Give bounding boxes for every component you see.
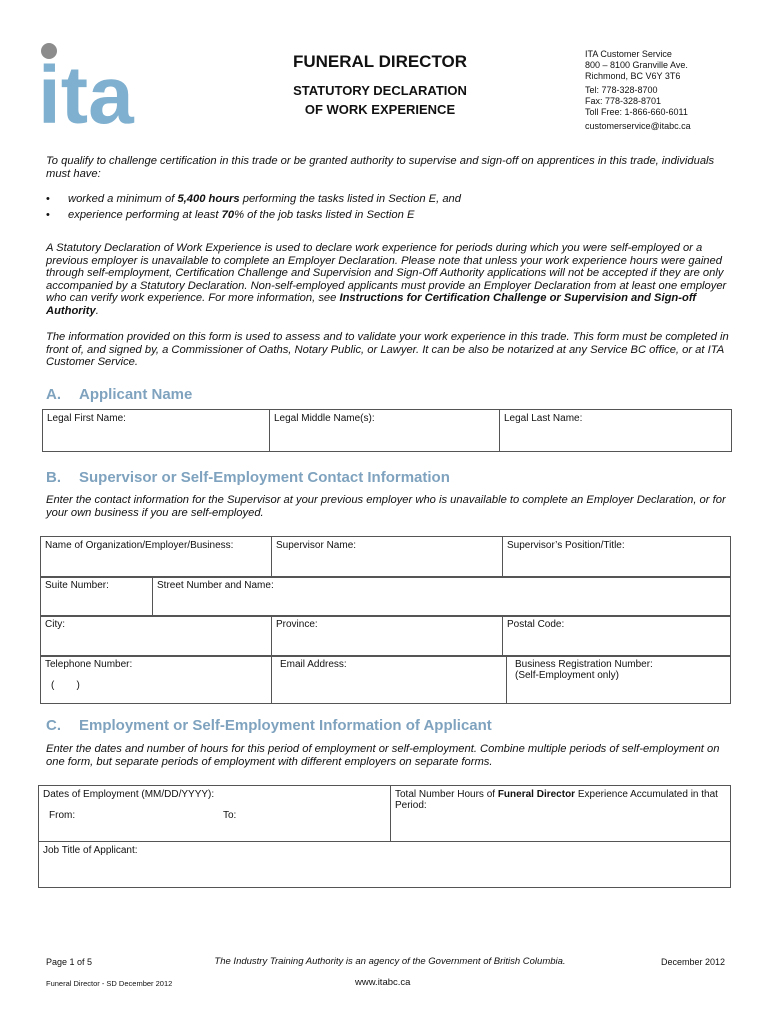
job-title-field[interactable]: Job Title of Applicant: <box>39 842 731 888</box>
legal-first-name-field[interactable]: Legal First Name: <box>43 410 270 452</box>
contact-email[interactable]: customerservice@itabc.ca <box>585 121 691 131</box>
footer-date: December 2012 <box>660 957 725 967</box>
phone-table <box>40 655 731 704</box>
bullet-icon: • <box>46 193 50 205</box>
contact-address1: 800 – 8100 Granville Ave. <box>585 60 688 70</box>
contact-info-table <box>40 536 731 578</box>
agency-note: The Industry Training Authority is an agency of the Government of British Columbia. <box>214 956 566 967</box>
section-b-heading: B. Supervisor or Self-Employment Contact Information <box>46 469 450 486</box>
suite-number-field[interactable]: Suite Number: <box>41 577 153 617</box>
supervisor-name-field[interactable]: Supervisor Name: <box>272 537 503 578</box>
form-subtitle-line2: OF WORK EXPERIENCE <box>304 102 456 117</box>
witness-explanation: The information provided on this form is used to assess and to validate your work experience in this trade. This form must be completed in front of, and signed by, a Commissioner of Oaths, Notary Public, or Lawyer. It can be also be notarized at any Service BC office, or at ITA Customer Service. <box>46 331 729 369</box>
contact-address2: Richmond, BC V6Y 3T6 <box>585 71 681 81</box>
business-registration-field[interactable]: Business Registration Number: (Self-Employment only) <box>507 656 731 704</box>
contact-fax: Fax: 778-328-8701 <box>585 96 662 106</box>
city-field[interactable]: City: <box>41 616 272 657</box>
section-c-heading: C. Employment or Self-Employment Information of Applicant <box>46 717 492 734</box>
bullet-tasks: experience performing at least 70% of the job tasks listed in Section E <box>68 209 415 221</box>
bullet-hours: worked a minimum of 5,400 hours performing the tasks listed in Section E, and <box>68 193 462 205</box>
ita-logo <box>38 42 148 126</box>
section-c-instructions: Enter the dates and number of hours for this period of employment or self-employment. Combine multiple periods of self-employment on one form, but separate periods of employment with different employers on separate forms. <box>46 743 720 768</box>
employment-dates-table <box>38 785 731 842</box>
form-code: Funeral Director - SD December 2012 <box>46 979 173 988</box>
contact-tel: Tel: 778-328-8700 <box>585 85 658 95</box>
page-number: Page 1 of 5 <box>46 957 93 967</box>
supervisor-position-field[interactable]: Supervisor’s Position/Title: <box>503 537 731 578</box>
street-field[interactable]: Street Number and Name: <box>153 577 731 617</box>
total-hours-field[interactable]: Total Number Hours of Funeral Director Experience Accumulated in that Period: <box>391 786 731 842</box>
statutory-explanation: A Statutory Declaration of Work Experience is used to declare work experience for periods during which you were self-employed or a previous employer is unavailable to complete an Employer Declaration. Please note that unless your work experience hours were gained through self-employment, Certification Challenge and Supervision and Sign-Off Authority applications will not be accepted if they are only accompanied by a Statutory Declaration. Non-self-employed applicants must provide an Employer Declaration from at least one employer who can verify work experience. For more information, see Instructions for Certification Challenge or Supervision and Sign-off Authority. <box>46 242 727 317</box>
legal-last-name-field[interactable]: Legal Last Name: <box>500 410 732 452</box>
form-title: FUNERAL DIRECTOR <box>292 52 468 71</box>
bullet-icon: • <box>46 209 50 221</box>
legal-middle-name-field[interactable]: Legal Middle Name(s): <box>270 410 500 452</box>
email-field[interactable]: Email Address: <box>272 656 507 704</box>
province-field[interactable]: Province: <box>272 616 503 657</box>
applicant-name-table <box>42 409 732 452</box>
svg-text:ita: ita <box>38 50 134 126</box>
section-b-instructions: Enter the contact information for the Supervisor at your previous employer who is unavailable to complete an Employer Declaration, or for your own business if you are self-employed. <box>46 494 726 519</box>
telephone-field[interactable]: Telephone Number: ( ) <box>41 656 272 704</box>
city-table <box>40 615 731 657</box>
website-link[interactable]: www.itabc.ca <box>355 977 411 988</box>
address-table <box>40 576 731 617</box>
qualify-text: To qualify to challenge certification in this trade or be granted authority to supervise and sign-off on apprentices in this trade, individuals must have: <box>46 155 715 180</box>
form-subtitle-line1: STATUTORY DECLARATION <box>293 83 467 98</box>
section-a-heading: A. Applicant Name <box>46 386 193 403</box>
organization-field[interactable]: Name of Organization/Employer/Business: <box>41 537 272 578</box>
postal-code-field[interactable]: Postal Code: <box>503 616 731 657</box>
to-date-label: To: <box>223 810 237 821</box>
employment-dates-field[interactable]: Dates of Employment (MM/DD/YYYY): From: To: <box>39 786 391 842</box>
job-title-table <box>38 841 731 888</box>
from-date-label: From: <box>49 810 76 821</box>
contact-name: ITA Customer Service <box>585 49 672 59</box>
contact-tollfree: Toll Free: 1-866-660-6011 <box>585 107 688 117</box>
